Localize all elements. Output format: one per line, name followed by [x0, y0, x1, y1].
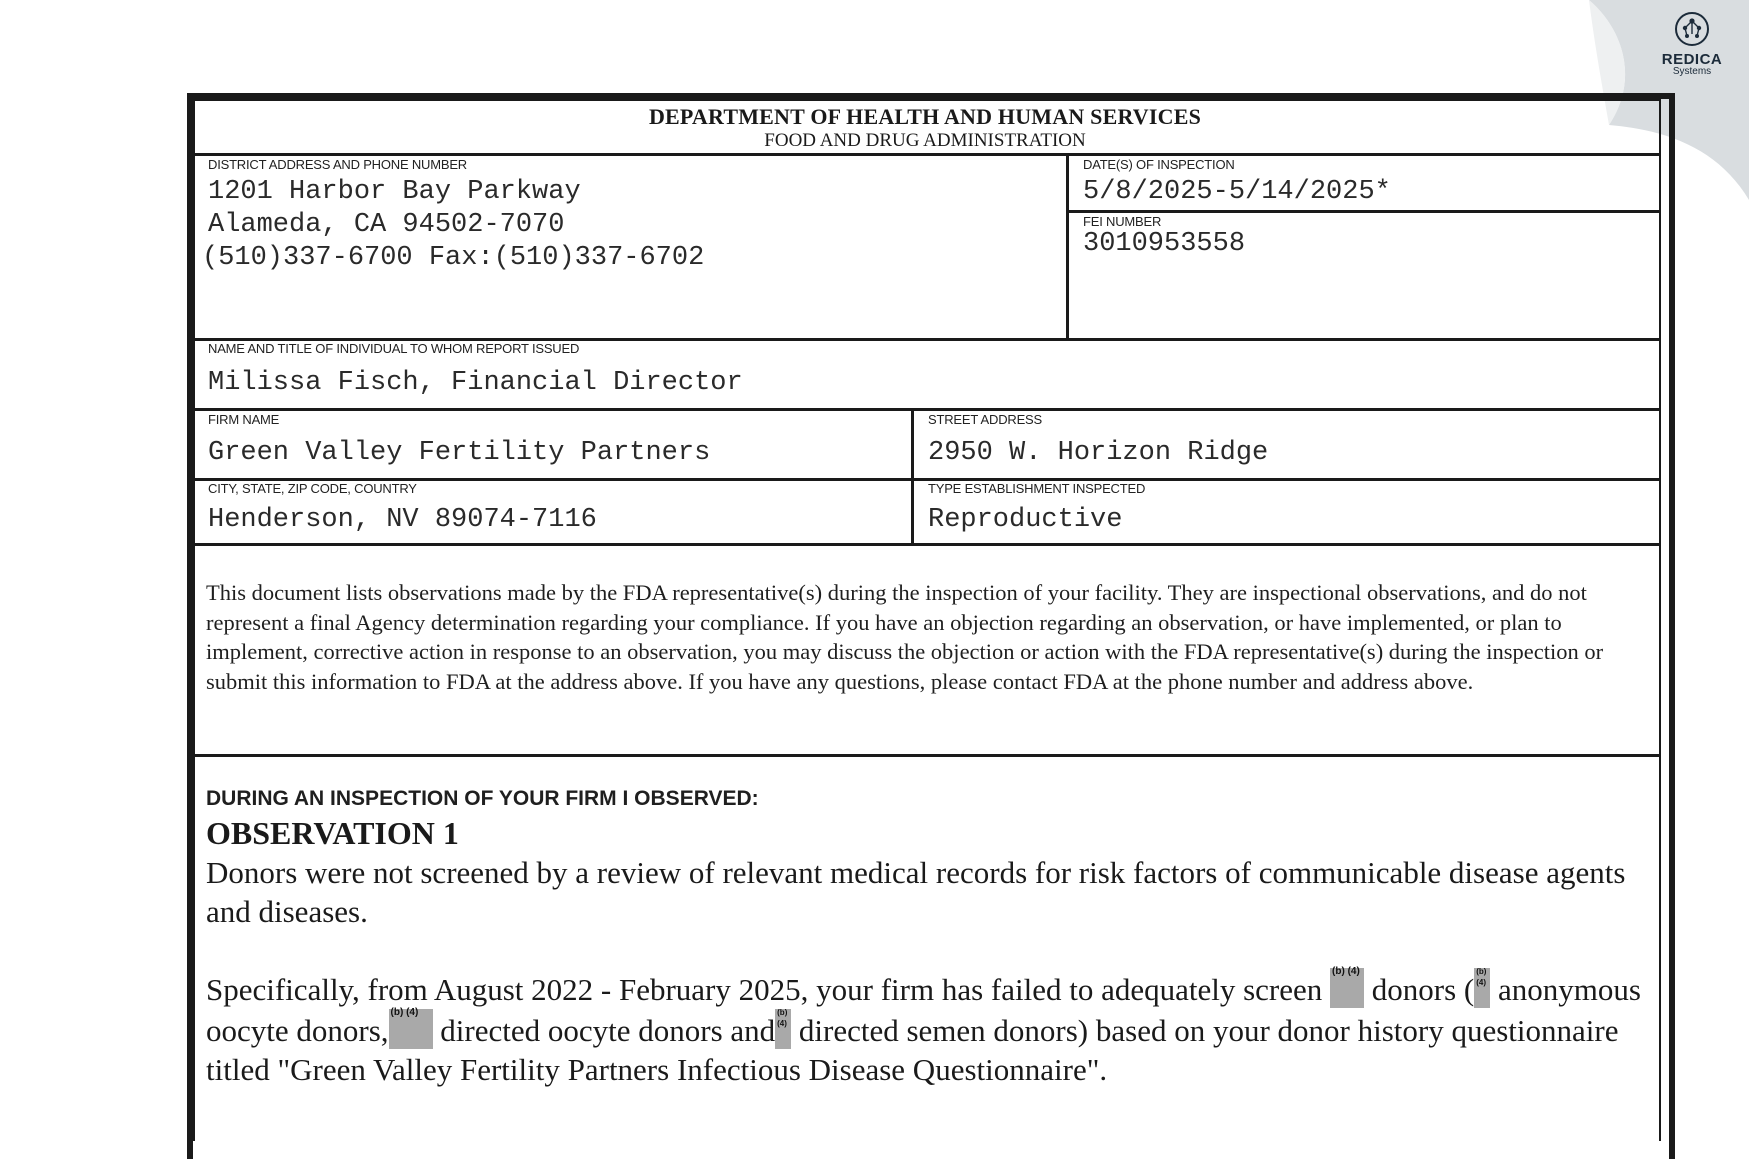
- brand-name: REDICA: [1661, 51, 1723, 68]
- divider: [193, 754, 1659, 757]
- inspection-dates-value: 5/8/2025-5/14/2025*: [1083, 177, 1391, 207]
- city-state-zip-value: Henderson, NV 89074-7116: [208, 505, 597, 535]
- establishment-type-value: Reproductive: [928, 505, 1123, 535]
- observation-detail-text: directed semen donors) based on your donor history questionnaire titled "Green Valley Fertility Partners Infectious Disease Questionnaire".: [206, 1013, 1619, 1087]
- observation-detail-text: directed oocyte donors and: [440, 1013, 776, 1048]
- redica-network-icon: [1673, 10, 1711, 48]
- street-address-label: STREET ADDRESS: [928, 412, 1042, 427]
- brand-subtitle: Systems: [1672, 66, 1712, 77]
- agency-subtitle: FOOD AND DRUG ADMINISTRATION: [764, 130, 1086, 151]
- divider: [193, 408, 1659, 411]
- redaction-box: [1474, 968, 1490, 1008]
- district-address-line1: 1201 Harbor Bay Parkway: [208, 177, 581, 207]
- observation-title: OBSERVATION 1: [206, 815, 459, 851]
- district-address-line2: Alameda, CA 94502-7070: [208, 210, 565, 240]
- redaction-box: [389, 1009, 433, 1049]
- divider: [1066, 210, 1659, 213]
- divider: [193, 153, 1659, 156]
- agency-title: DEPARTMENT OF HEALTH AND HUMAN SERVICES: [648, 104, 1202, 129]
- district-phone-fax: (510)337-6700 Fax:(510)337-6702: [202, 243, 705, 273]
- redaction-box: [1330, 968, 1364, 1008]
- redaction-tag: (b) (4): [1476, 967, 1487, 987]
- redaction-tag: (b) (4): [390, 1007, 419, 1018]
- divider: [1066, 153, 1069, 341]
- observed-intro: DURING AN INSPECTION OF YOUR FIRM I OBSERVED:: [206, 787, 759, 810]
- fei-number-value: 3010953558: [1083, 229, 1246, 259]
- district-label: DISTRICT ADDRESS AND PHONE NUMBER: [208, 157, 467, 172]
- individual-value: Milissa Fisch, Financial Director: [208, 368, 743, 398]
- observation-detail: [206, 968, 1656, 1089]
- establishment-type-label: TYPE ESTABLISHMENT INSPECTED: [928, 481, 1146, 496]
- divider: [193, 543, 1659, 546]
- redica-logo: [1647, 10, 1737, 77]
- disclaimer-notice: This document lists observations made by the FDA representative(s) during the inspection of your facility. They are inspectional observations, and do not represent a final Agency determination regarding your compliance. If you have an objection regarding an observation, or have implemented, or plan to implement, corrective action in response to an observation, you may discuss the objection or action with the FDA representative(s) during the inspection or submit this information to FDA at the address above. If you have any questions, please contact FDA at the phone number and address above.: [206, 580, 1604, 694]
- divider: [911, 408, 914, 546]
- individual-label: NAME AND TITLE OF INDIVIDUAL TO WHOM REPORT ISSUED: [208, 341, 580, 356]
- observation-detail-text: anonymous oocyte donors,: [206, 972, 1641, 1048]
- street-address-value: 2950 W. Horizon Ridge: [928, 438, 1269, 468]
- observation-statement: Donors were not screened by a review of relevant medical records for risk factors of communicable disease agents and diseases.: [206, 855, 1626, 929]
- observation-detail-text: Specifically, from August 2022 - February 2025, your firm has failed to adequately screen: [206, 972, 1323, 1007]
- redaction-tag: (b) (4): [777, 1008, 788, 1028]
- redaction-tag: (b) (4): [1332, 966, 1360, 977]
- firm-name-label: FIRM NAME: [208, 412, 280, 427]
- city-state-zip-label: CITY, STATE, ZIP CODE, COUNTRY: [208, 481, 417, 496]
- firm-name-value: Green Valley Fertility Partners: [208, 438, 711, 468]
- observation-detail-text: donors (: [1371, 972, 1475, 1007]
- redaction-box: [775, 1009, 791, 1049]
- inspection-dates-label: DATE(S) OF INSPECTION: [1083, 157, 1235, 172]
- fei-number-label: FEI NUMBER: [1083, 214, 1162, 229]
